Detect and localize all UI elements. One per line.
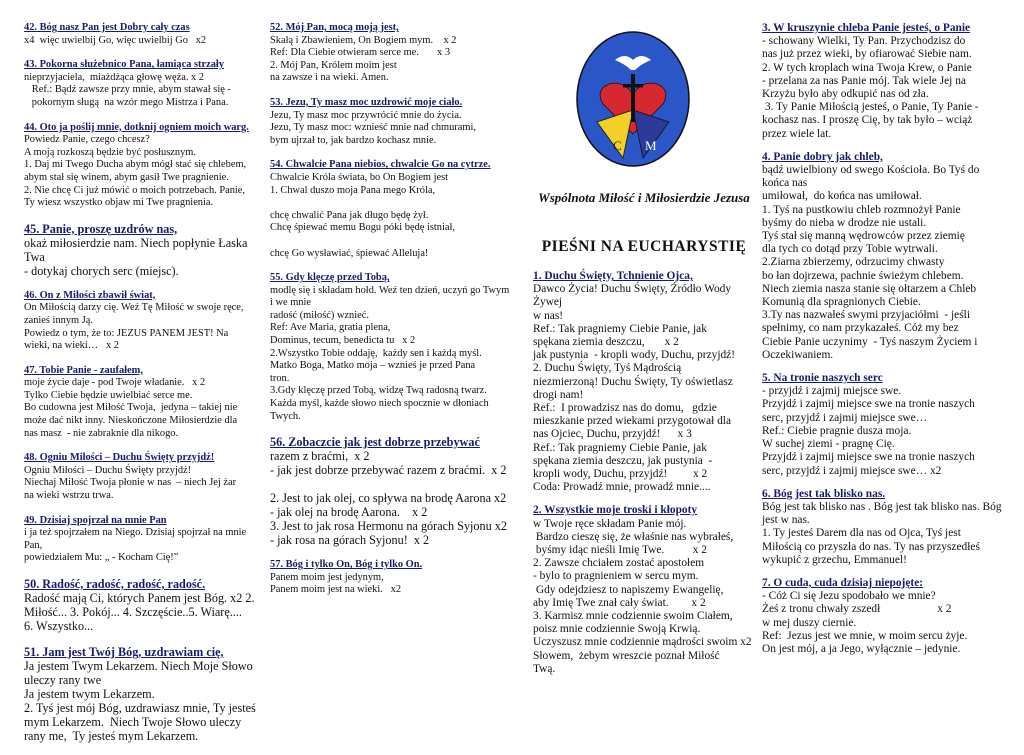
song-line: Żeś z tronu chwały zszedł x 2 [762,603,952,616]
song-block [24,577,256,633]
song-line: abym stał się winem, abym gasił Twe pragnienie. [24,171,229,183]
song-line: Twych. [270,410,301,422]
song-line [270,235,510,248]
song-line: rany me, Ty jesteś mym Lekarzem. [24,729,199,743]
song-title: 5. Na tronie naszych serc [762,372,883,385]
song-line: Skałą i Zbawieniem, On Bogiem mym. x 2 [270,34,457,46]
song-line: Miłość... 3. Pokój... 4. Szczęście..5. Wiarę.... [24,605,242,619]
song-line: Coda: Prowadź mnie, prowadź mnie.... [533,481,711,494]
song-line: Niech ziemia nasza stanie się ołtarzem a Chleb [762,282,977,295]
song-line: pokornym sługą na wzór mego Mistrza i Pana. [24,96,229,108]
song-line: Tylko Ciebie będzie uwielbiać serce me. [24,389,193,401]
song-line: On Miłością darzy cię. Weź Tę Miłość w swoje ręce, zanieś innym Ją. [24,302,247,326]
song-line: spełnimy, co nam przykazałeś. Cóż my bez [762,322,959,335]
song-line: x4 więc uwielbij Go, więc uwielbij Go x2 [24,34,207,46]
song-line: Oczekiwaniem. [762,348,834,361]
song-block [270,272,510,423]
song-title: 6. Bóg jest tak blisko nas. [762,487,886,500]
song-title: 50. Radość, radość, radość, radość. [24,577,206,591]
song-line: - bylo to pragnieniem w sercu mym. [533,570,699,583]
song-block [24,290,256,353]
song-title: 49. Dzisiaj spojrzał na mnie Pan [24,514,167,526]
song-line: Bardzo cieszę się, że właśnie nas wybrałeś, [533,530,734,543]
song-line: byśmy idąc nieśli Imię Twe. x 2 [533,544,707,557]
song-block [24,222,256,278]
song-line: 2. Tyś jest mój Bóg, uzdrawiasz mnie, Ty jesteś [24,701,256,715]
song-line: Bo cudowna jest Miłość Twoja, jedyna – takiej nie [24,402,238,414]
song-line: 3. Ty Panie Miłością jesteś, o Panie, Ty Panie - [762,101,979,114]
song-line: Ref: Ave Maria, gratia plena, [270,322,391,334]
song-line: i ja też spojrzałem na Niego. Dzisiaj spojrzał na mnie Pan, [24,527,249,551]
song-line: Komunią dla spragnionych Ciebie. [762,296,921,309]
song-line: 3. Karmisz mnie codziennie swoim Ciałem, [533,610,733,623]
song-block [270,22,510,85]
song-line: Uczyszusz mnie codziennie mądrości swoim x2 [533,636,752,649]
song-line: umiłował, do końca nas umiłował. [762,190,922,203]
song-line: 2. Nie chcę Ci już mówić o moich potrzebach. Panie, [24,184,246,196]
cross-icon-v [631,74,635,122]
song-line: Ref.: Tak pragniemy Ciebie Panie, jak [533,441,707,454]
song-line: serc, przyjdź i zajmij miejsce swe… x2 [762,464,942,477]
song-line: nieprzyjaciela, miażdżąca głowę węża. x 2 [24,71,205,83]
song-title: 4. Panie dobry jak chleb, [762,150,883,163]
song-line: 2. Zawsze chciałem zostać apostołem [533,557,705,570]
song-line: dla tych co dotąd przy Tobie wytrwali. [762,243,938,256]
song-title: 56. Zobaczcie jak jest dobrze przebywać [270,435,480,450]
song-block [24,22,256,47]
song-line: - schowany Wielki, Ty Pan. Przychodzisz do [762,35,966,48]
song-block [24,515,256,565]
song-line: poisz mnie codziennie Swoją Krwią. [533,623,701,636]
song-line: wykupić z grzechu, Emmanuel! [762,553,907,566]
song-line: uleczy rany twe [24,673,102,687]
song-line: Tyś stał się manną wędrowców przez ziemię [762,230,965,243]
song-line: On jest mój, a ja Jego, wyłącznie – jedynie. [762,642,961,655]
song-line: Ciebie Panie uczynimy - Tyś naszym Życiem i [762,335,978,348]
song-block [24,59,256,109]
song-line: Powiedz Panie, czego chcesz? [24,134,150,146]
song-block [24,122,256,210]
song-line: Jezu, Ty masz moc: wznieść mnie nad chmurami, [270,122,476,134]
song-line: przez wiele lat. [762,127,832,140]
song-line: bym ujrzał to, jak bardzo kochasz mnie. [270,134,437,146]
song-title: 57. Bóg i tylko On, Bóg i tylko On. [270,559,423,571]
song-line: 6. Wszystko... [24,619,94,633]
song-line: 2. Jest to jak olej, co spływa na brodę Aarona x2 [270,491,507,506]
song-block [762,372,1002,478]
song-line: spękana ziemia deszczu, jak pustynia - [533,454,713,467]
song-block [270,159,510,260]
song-line: aby Imię Twe znał cały świat. x 2 [533,596,706,609]
song-line: bądź uwielbiony od swego Kościoła. Bo Tyś do końca nas [762,164,983,190]
song-line: 3. Jest to jak rosa Hermonu na górach Syjonu x2 [270,519,507,534]
song-line: 1. Ty jesteś Darem dla nas od Ojca, Tyś jest [762,527,961,540]
song-line: byśmy do nieba w drodze nie ustali. [762,216,927,229]
song-line: kochasz nas. I proszę Cię, by tak było – wciąż [762,114,973,127]
song-line: Panem moim jest jedynym, [270,571,384,583]
song-title: 55. Gdy klęczę przed Tobą, [270,272,390,284]
song-line: Ref.: I prowadzisz nas do domu, gdzie [533,402,717,415]
song-line: powiedziałem Mu: „ - Kocham Cię!” [24,552,179,564]
song-line: razem z braćmi, x 2 [270,449,370,464]
song-block [24,452,256,502]
song-line: 2. Mój Pan, Królem moim jest [270,59,397,71]
song-title: 53. Jezu, Ty masz moc uzdrowić moje ciało. [270,96,463,108]
song-block [24,365,256,441]
song-line: Powiedz o tym, że to: JEZUS PANEM JEST! Na [24,327,229,339]
song-line: Niechaj Miłość Twoja płonie w nas – niech Jej żar [24,477,237,489]
song-title: 2. Wszystkie moje troski i kłopoty [533,504,698,517]
song-line: 3.Ty nas nazwałeś swymi przyjaciółmi - jeśli [762,309,970,322]
song-line: Ref.: Tak pragniemy Ciebie Panie, jak [533,322,707,335]
column-4 [762,22,1005,666]
column-1 [24,22,256,755]
song-title: 43. Pokorna służebnico Pana, łamiąca strzały [24,59,225,71]
main-title: PIEŚNI NA EUCHARYSTIĘ [541,238,747,255]
song-line: okaż miłosierdzie nam. Niech popłynie Łaska Twa [24,235,251,264]
song-line: na wieki wstrzu trwa. [24,490,114,502]
song-line: mieszkanie przed wiekami przygotował dla [533,415,731,428]
song-line: Radość mają Ci, których Panem jest Bóg. x2 2. [24,591,255,605]
song-line: Twą. [533,662,556,675]
song-line: Chwalcie Króla świata, bo On Bogiem jest [270,171,449,183]
song-line: Ja jestem twym Lekarzem. [24,687,155,701]
song-line: Miłością co przyszła do nas. Ty nas przyszedłeś [762,540,980,553]
song-line: 3.Gdy klęczę przed Tobą, widzę Twą radosną twarz. [270,385,487,397]
song-line: nas już przez wieki, by ofiarować Siebie nam. [762,48,972,61]
song-line: w Twoje ręce składam Panie mój. [533,517,687,530]
song-title: 48. Ogniu Miłości – Duchu Święty przyjdź! [24,452,215,464]
song-line [270,477,510,491]
song-line: 1. Tyś na pustkowiu chleb rozmnożył Panie [762,203,961,216]
song-line: - dotykaj chorych serc (miejsc). [24,263,179,278]
song-block [533,504,755,676]
song-line: - Cóż Ci się Jezu spodobało we mnie? [762,590,936,603]
song-line: Przyjdź i zajmij miejsce swe na tronie naszych [762,451,975,464]
song-line: Chcę śpiewać memu Bogu póki będę istniał, [270,222,455,234]
song-line: Ref: Jezus jest we mnie, w moim sercu żyje. [762,629,968,642]
song-block [24,645,256,743]
song-line: Ref.: Ciebie pragnie dusza moja. [762,424,912,437]
song-line: Bóg jest tak blisko nas . Bóg jest tak blisko nas. Bóg jest w nas. [762,500,1005,527]
song-line: - jak olej na brodę Aarona. x 2 [270,505,428,520]
song-title: 52. Mój Pan, mocą moją jest, [270,22,399,33]
song-title: 45. Panie, proszę uzdrów nas, [24,221,178,236]
song-line: bo łan dojrzewa, pachnie świeżym chlebem. [762,269,964,282]
song-line: serc, przyjdź i zajmij miejsce swe… [762,411,928,424]
song-line: chcę chwalić Pana jak długo będę żył. [270,209,429,221]
song-block [270,559,510,597]
song-line: Panem moim jest na wieki. x2 [270,584,402,596]
song-line: W suchej ziemi - pragnę Cię. [762,438,895,451]
song-line: spękana ziemia deszczu, x 2 [533,336,679,349]
song-line: niezmierzoną! Duchu Święty, Ty oświetlasz [533,375,733,388]
song-line: 2. Duchu Święty, Tyś Mądrością [533,362,682,375]
song-line: nas masz - nie zabraknie dla nikogo. [24,427,179,439]
song-block [270,435,510,547]
song-title: 42. Bóg nasz Pan jest Dobry cały czas [24,22,190,33]
song-line: Ogniu Miłości – Duchu Święty przyjdź! [24,464,192,476]
song-line: Gdy odejdziesz to napiszemy Ewangelię, [533,583,724,596]
song-line: Słowem, żebym wreszcie poznał Miłość [533,649,720,662]
song-block [762,577,1002,656]
song-line: Ref.: Bądź zawsze przy mnie, abym stawał się - [24,84,231,96]
song-line: radość (miłość) wznieć. [270,309,369,321]
song-title: 1. Duchu Święty, Tchnienie Ojca, [533,270,693,282]
song-line: Jezu, Ty masz moc przywrócić mnie do życia. [270,109,462,121]
song-line: w nas! [533,309,564,322]
song-line: - przyjdź i zajmij miejsce swe. [762,385,902,398]
song-line: Ja jestem Twym Lekarzem. Niech Moje Słowo [24,659,253,673]
song-line: na zawsze i na wieki. Amen. [270,72,389,84]
song-title: 51. Jam jest Twój Bóg, uzdrawiam cię, [24,645,224,659]
song-line: 2.Ziarna zbierzemy, odrzucimy chwasty [762,256,945,269]
community-name: Wspólnota Miłość i Miłosierdzie Jezusa [538,190,750,205]
song-block [762,151,1002,362]
column-3 [533,270,755,686]
song-line: jak pustynia - kropli wody, Duchu, przyjdź! [533,349,736,362]
song-line: A moją rozkoszą będzie być posłusznym. [24,146,196,158]
song-line: - jak jest dobrze przebywać razem z braćmi. x 2 [270,463,507,478]
song-line: mym Lekarzem. Niech Twoje Słowo uleczy [24,715,242,729]
song-line: 1. Daj mi Twego Ducha abym mógł stać się chlebem, [24,159,247,171]
song-line: Przyjdź i zajmij miejsce swe na tronie naszych [762,398,975,411]
song-line: Matko Boga, Matko moja – wznieś je przed Pana [270,360,476,372]
column-2 [270,22,510,609]
song-title: 47. Tobie Panie - zaufałem, [24,364,143,376]
song-line: 1. Chwal duszo moja Pana mego Króla, [270,184,436,196]
song-line: chcę Go wysławiać, śpiewać Alleluja! [270,247,429,259]
song-line: 2. W tych kroplach wina Twoja Krew, o Panie [762,61,972,74]
song-line: tron. [270,372,290,384]
song-line: Każda myśl, każde słowo niech spocznie w dłoniach [270,398,489,410]
song-line: - przelana za nas Panie mój. Tak wiele Jej na [762,74,966,87]
song-title: 46. On z Miłości zbawił świat, [24,289,156,301]
song-line: nas Ojciec, Duchu, przyjdź! x 3 [533,428,692,441]
cross-icon-h [623,84,643,88]
song-line: Dominus, tecum, benedicta tu x 2 [270,335,416,347]
song-block [762,487,1005,567]
song-line: Ref: Dla Ciebie otwieram serce me. x 3 [270,47,451,59]
song-block [270,97,510,147]
song-title: 3. W kruszynie chleba Panie jesteś, o Panie [762,22,971,34]
song-line: w mej duszy ciernie. [762,616,857,629]
song-block [762,22,1002,141]
song-title: 7. O cuda, cuda dzisiaj niepojęte: [762,576,924,589]
song-block [533,270,755,494]
song-line: drogi nam! [533,388,584,401]
song-title: 54. Chwalcie Pana niebios, chwalcie Go na cytrze. [270,159,491,171]
song-line: 2.Wszystko Tobie oddaję, każdy sen i każdą myśl. [270,347,482,359]
song-line: kropli wody, Duchu, przyjdź! x 2 [533,468,708,481]
song-line: Ty wiesz wszystko objaw mi Twe pragnienia. [24,197,214,209]
community-emblem [575,30,691,168]
emblem-letter-m: M [645,138,657,153]
song-line: może dać nikt inny. Nieskończone Miłosierdzie dla [24,415,238,427]
song-line: - jak rosa na górach Syjonu! x 2 [270,533,430,548]
song-line [270,197,510,210]
song-line: wieki, na wieki… x 2 [24,340,119,352]
song-title: 44. Oto ja poślij mnie, dotknij ogniem moich warg. [24,121,249,133]
song-line: Krzyżu było aby odkupić nas od zła. [762,88,929,101]
song-line: Dawco Życia! Duchu Święty, Źródło Wody Żywej [533,283,734,309]
song-line: moje życie daje - pod Twoje władanie. x 2 [24,377,206,389]
emblem-letter-c: C [613,138,622,153]
song-line: modlę się i składam hołd. Weź ten dzień, uczyń go Twym i we mnie [270,284,512,309]
